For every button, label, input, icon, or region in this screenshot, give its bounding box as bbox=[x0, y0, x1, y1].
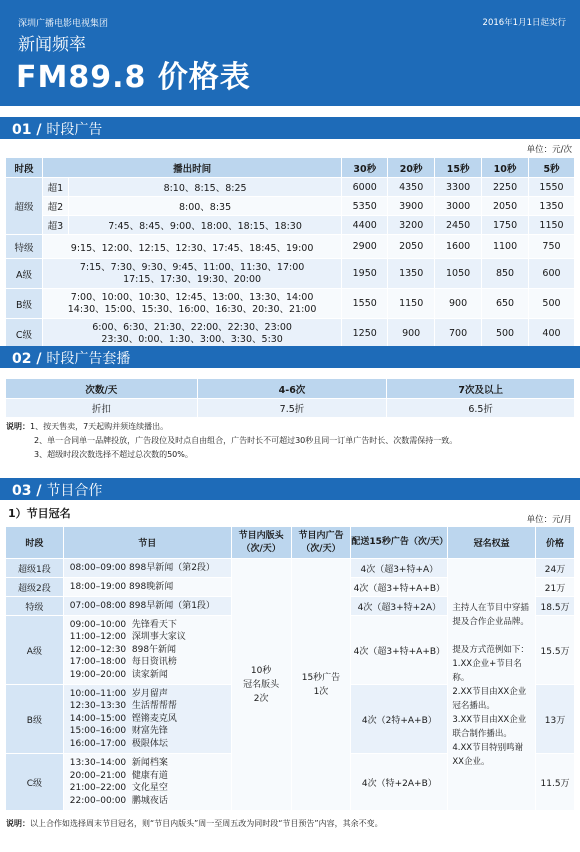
level-cell: 超级 bbox=[6, 178, 43, 235]
level-cell: 超级2段 bbox=[6, 578, 64, 597]
col-header: 冠名权益 bbox=[448, 527, 536, 559]
title-sponsor-table bbox=[5, 526, 575, 811]
price-cell: 13万 bbox=[536, 685, 575, 754]
effective-date: 2016年1月1日起实行 bbox=[482, 18, 566, 28]
price-cell: 24万 bbox=[536, 559, 575, 578]
price-cell: 2450 bbox=[435, 216, 482, 235]
price-cell: 21万 bbox=[536, 578, 575, 597]
level-cell: C级 bbox=[6, 319, 43, 349]
section-02-number: 02 / bbox=[12, 351, 47, 367]
discount-label-cell: 折扣 bbox=[6, 399, 198, 418]
channel-name: 新闻频率 bbox=[18, 35, 86, 55]
section-03-bar bbox=[0, 478, 580, 500]
level-cell: B级 bbox=[6, 685, 64, 754]
col-header: 节目内版头（次/天） bbox=[231, 527, 291, 559]
price-cell: 1550 bbox=[529, 178, 575, 197]
air-time-cell: 6:00、6:30、21:30、22:00、22:30、23:00 23:30、0:00、1:30、3:00、3:30、5:30 bbox=[42, 319, 341, 349]
price-cell: 500 bbox=[529, 289, 575, 319]
table-row bbox=[6, 399, 575, 418]
table-header-row bbox=[6, 379, 575, 399]
section-02-bar bbox=[0, 346, 580, 368]
level-cell: 特级 bbox=[6, 235, 43, 259]
price-cell: 900 bbox=[435, 289, 482, 319]
price-cell: 6000 bbox=[342, 178, 388, 197]
price-cell: 400 bbox=[529, 319, 575, 349]
price-cell: 1350 bbox=[388, 259, 435, 289]
note-item: 以上合作如选择周末节目冠名，则“节目内版头”周一至周五改为同时段“节目预告”内容，其余不变。 bbox=[30, 819, 383, 828]
price-cell: 2050 bbox=[482, 197, 529, 216]
price-cell: 850 bbox=[482, 259, 529, 289]
price-cell: 1750 bbox=[482, 216, 529, 235]
price-cell: 600 bbox=[529, 259, 575, 289]
discount-cell: 7.5折 bbox=[197, 399, 387, 418]
note-item: 1、按天售卖，7天起购并须连续播出。 bbox=[30, 422, 169, 431]
price-cell: 2250 bbox=[482, 178, 529, 197]
col-header: 价格 bbox=[536, 527, 575, 559]
program-cell: 10:00–11:00 岁月留声 12:30–13:30 生活帮帮帮 14:00–15:00 铿锵麦克风 15:00–16:00 财富先锋 16:00–17:00 极限体坛 bbox=[63, 685, 231, 754]
discount-cell: 6.5折 bbox=[387, 399, 575, 418]
in-program-ads-cell: 15秒广告 1次 bbox=[291, 559, 351, 811]
sub-level-cell: 超2 bbox=[42, 197, 68, 216]
section-01-title: 时段广告 bbox=[46, 122, 103, 138]
table-row bbox=[6, 559, 575, 578]
bonus-ads-cell: 4次（超3+特+A） bbox=[351, 559, 448, 578]
title-sponsor-subheading: 1）节目冠名 bbox=[8, 507, 71, 520]
col-header: 次数/天 bbox=[6, 379, 198, 399]
price-cell: 1250 bbox=[342, 319, 388, 349]
bonus-ads-cell: 4次（超3+特+2A） bbox=[351, 597, 448, 616]
level-cell: C级 bbox=[6, 754, 64, 811]
sponsor-rights-cell: 主持人在节目中穿插提及合作企业品牌。 提及方式范例如下： 1.XX企业+节目名称。 2.XX节目由XX企业冠名播出。 3.XX节目由XX企业联合制作播出。 4.XX节目特别鸣谢XX企业。 bbox=[448, 559, 536, 811]
price-cell: 700 bbox=[435, 319, 482, 349]
note-item: 3、超级时段次数选择不超过总次数的50%。 bbox=[34, 450, 193, 459]
col-header: 10秒 bbox=[482, 158, 529, 178]
price-cell: 4400 bbox=[342, 216, 388, 235]
col-header: 节目 bbox=[63, 527, 231, 559]
price-cell: 3000 bbox=[435, 197, 482, 216]
air-time-cell: 7:45、8:45、9:00、18:00、18:15、18:30 bbox=[68, 216, 341, 235]
page-header bbox=[0, 0, 580, 106]
price-cell: 15.5万 bbox=[536, 616, 575, 685]
price-cell: 2900 bbox=[342, 235, 388, 259]
banner-cell: 10秒 冠名版头 2次 bbox=[231, 559, 291, 811]
section-02-notes bbox=[6, 420, 457, 462]
table-row bbox=[6, 259, 575, 289]
price-cell: 1150 bbox=[529, 216, 575, 235]
section-01-bar bbox=[0, 117, 580, 139]
air-time-cell: 7:15、7:30、9:30、9:45、11:00、11:30、17:00 17:15、17:30、19:30、20:00 bbox=[42, 259, 341, 289]
col-header: 7次及以上 bbox=[387, 379, 575, 399]
price-cell: 1550 bbox=[342, 289, 388, 319]
level-cell: A级 bbox=[6, 616, 64, 685]
col-header: 5秒 bbox=[529, 158, 575, 178]
col-header: 30秒 bbox=[342, 158, 388, 178]
price-cell: 3300 bbox=[435, 178, 482, 197]
price-cell: 1100 bbox=[482, 235, 529, 259]
program-cell: 08:00–09:00 898早新闻（第2段） bbox=[63, 559, 231, 578]
price-cell: 1600 bbox=[435, 235, 482, 259]
bonus-ads-cell: 4次（超3+特+A+B） bbox=[351, 616, 448, 685]
col-header: 时段 bbox=[6, 527, 64, 559]
price-cell: 1350 bbox=[529, 197, 575, 216]
table-row bbox=[6, 235, 575, 259]
price-cell: 3200 bbox=[388, 216, 435, 235]
bonus-ads-cell: 4次（2特+A+B） bbox=[351, 685, 448, 754]
section-03-unit: 单位：元/月 bbox=[526, 515, 572, 525]
notes-label: 说明： bbox=[6, 422, 30, 431]
col-header: 播出时间 bbox=[42, 158, 341, 178]
note-item: 2、单一合同单一品牌投放，广告段位及时点自由组合，广告时长不可超过30秒且同一订单广告时长、次数需保持一致。 bbox=[34, 436, 458, 445]
price-cell: 750 bbox=[529, 235, 575, 259]
level-cell: B级 bbox=[6, 289, 43, 319]
program-cell: 13:30–14:00 新闻档案 20:00–21:00 健康有道 21:00–22:00 文化星空 22:00–00:00 鹏城夜话 bbox=[63, 754, 231, 811]
section-03-title: 节目合作 bbox=[46, 483, 103, 499]
section-03-note bbox=[6, 818, 383, 829]
table-row bbox=[6, 178, 575, 197]
bonus-ads-cell: 4次（超3+特+A+B） bbox=[351, 578, 448, 597]
air-time-cell: 7:00、10:00、10:30、12:45、13:00、13:30、14:00 14:30、15:00、15:30、16:00、16:30、20:30、21:00 bbox=[42, 289, 341, 319]
col-header: 节目内广告（次/天） bbox=[291, 527, 351, 559]
col-header: 15秒 bbox=[435, 158, 482, 178]
program-cell: 18:00–19:00 898晚新闻 bbox=[63, 578, 231, 597]
air-time-cell: 9:15、12:00、12:15、12:30、17:45、18:45、19:00 bbox=[42, 235, 341, 259]
price-cell: 5350 bbox=[342, 197, 388, 216]
price-cell: 18.5万 bbox=[536, 597, 575, 616]
package-discount-table bbox=[5, 378, 575, 418]
price-cell: 3900 bbox=[388, 197, 435, 216]
section-03-number: 03 / bbox=[12, 483, 47, 499]
table-row bbox=[6, 216, 575, 235]
program-cell: 09:00–10:00 先锋看天下 11:00–12:00 深圳事大家议 12:00–12:30 898午新闻 17:00–18:00 每日资讯榜 19:00–20:00 读家新闻 bbox=[63, 616, 231, 685]
sub-level-cell: 超1 bbox=[42, 178, 68, 197]
air-time-cell: 8:10、8:15、8:25 bbox=[68, 178, 341, 197]
section-01-number: 01 / bbox=[12, 122, 47, 138]
program-cell: 07:00–08:00 898早新闻（第1段） bbox=[63, 597, 231, 616]
price-cell: 1050 bbox=[435, 259, 482, 289]
table-row bbox=[6, 319, 575, 349]
level-cell: A级 bbox=[6, 259, 43, 289]
notes-label: 说明： bbox=[6, 819, 30, 828]
organization-name: 深圳广播电影电视集团 bbox=[18, 19, 109, 29]
col-header: 配送15秒广告（次/天） bbox=[351, 527, 448, 559]
time-slot-price-table bbox=[5, 157, 575, 349]
price-cell: 11.5万 bbox=[536, 754, 575, 811]
page-title: FM89.8 价格表 bbox=[16, 60, 251, 95]
section-02-title: 时段广告套播 bbox=[46, 351, 131, 367]
col-header: 4-6次 bbox=[197, 379, 387, 399]
col-header: 20秒 bbox=[388, 158, 435, 178]
air-time-cell: 8:00、8:35 bbox=[68, 197, 341, 216]
price-cell: 4350 bbox=[388, 178, 435, 197]
price-cell: 1950 bbox=[342, 259, 388, 289]
table-row bbox=[6, 289, 575, 319]
price-cell: 2050 bbox=[388, 235, 435, 259]
price-cell: 650 bbox=[482, 289, 529, 319]
table-header-row bbox=[6, 158, 575, 178]
level-cell: 特级 bbox=[6, 597, 64, 616]
table-header-row bbox=[6, 527, 575, 559]
sub-level-cell: 超3 bbox=[42, 216, 68, 235]
level-cell: 超级1段 bbox=[6, 559, 64, 578]
price-cell: 900 bbox=[388, 319, 435, 349]
table-row bbox=[6, 197, 575, 216]
col-header: 时段 bbox=[6, 158, 43, 178]
price-cell: 1150 bbox=[388, 289, 435, 319]
price-cell: 500 bbox=[482, 319, 529, 349]
section-01-unit: 单位：元/次 bbox=[526, 145, 572, 155]
bonus-ads-cell: 4次（特+2A+B） bbox=[351, 754, 448, 811]
